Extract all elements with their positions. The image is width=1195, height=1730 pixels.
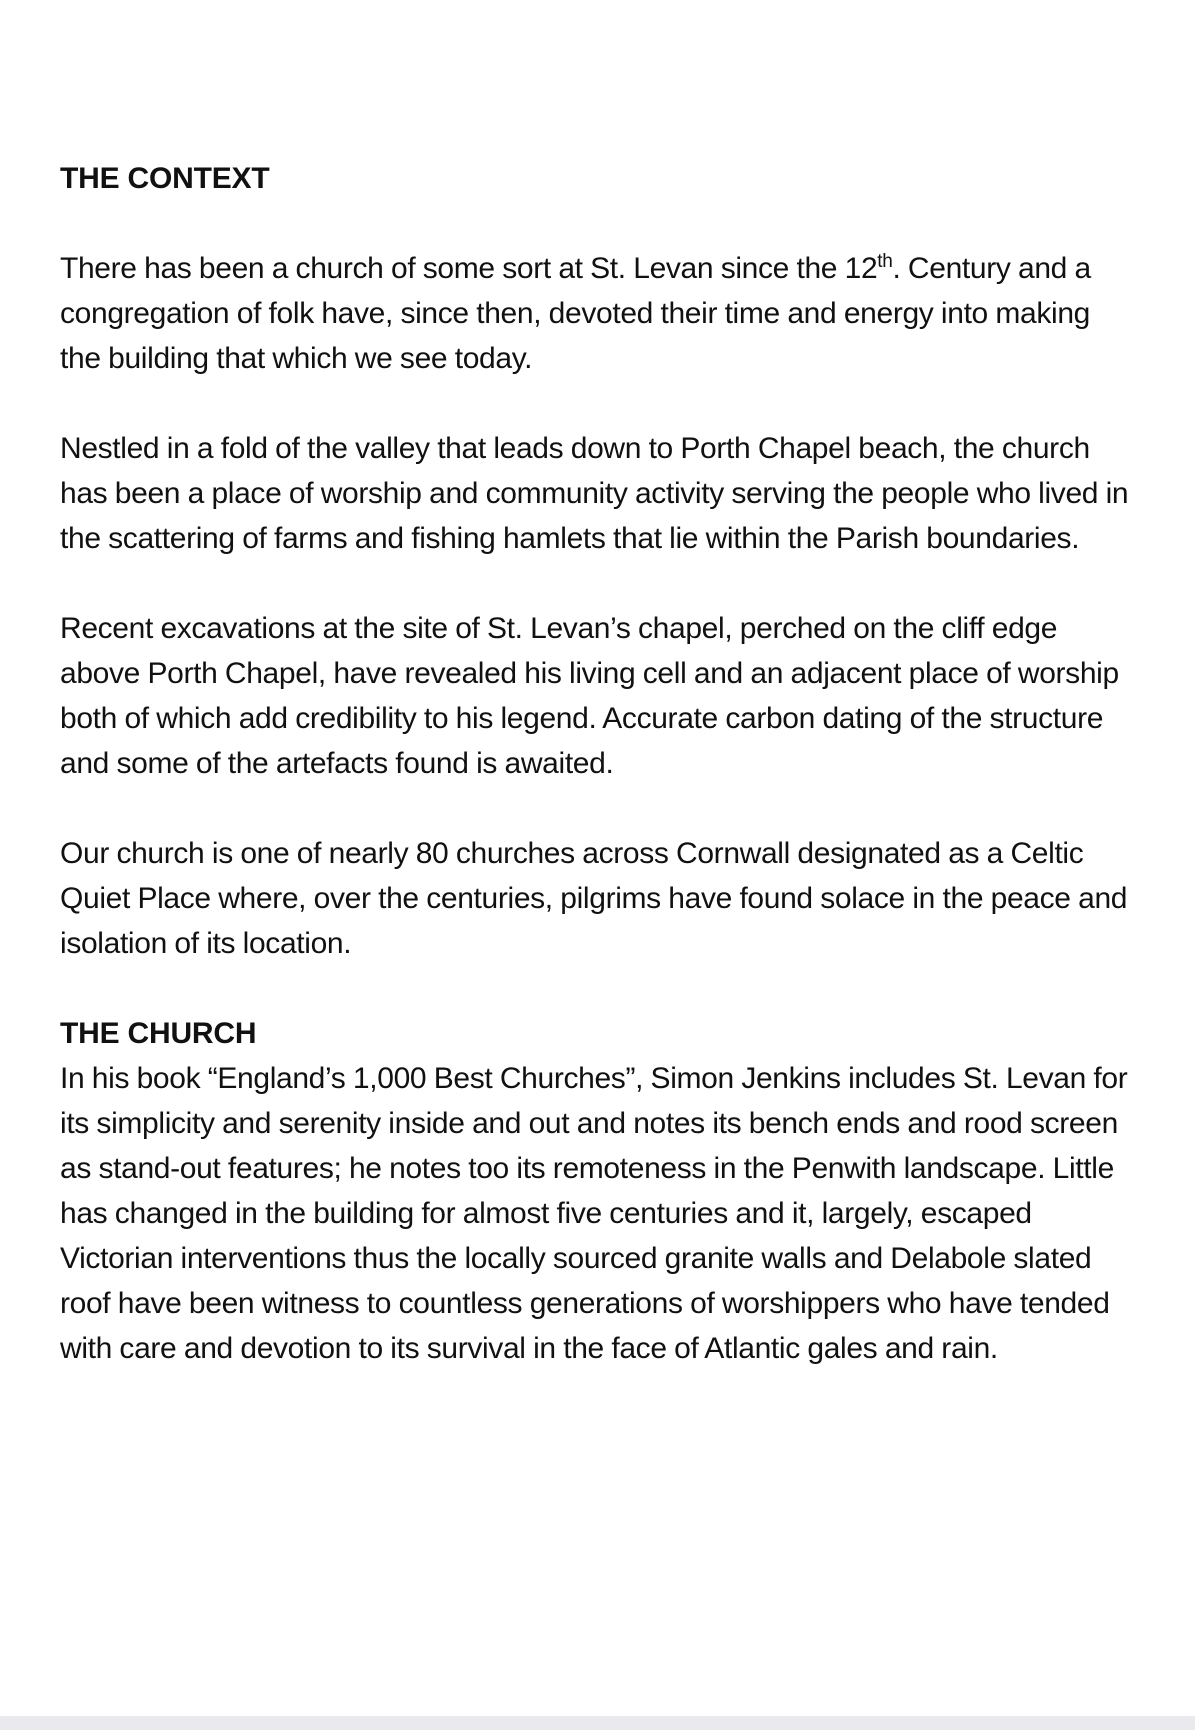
heading-the-church: THE CHURCH [60,1017,257,1050]
heading-the-context: THE CONTEXT [60,162,270,195]
paragraph-spacer [60,561,1135,606]
paragraph-excavations: Recent excavations at the site of St. Levan’s chapel, perched on the cliff edge above Porth Chapel, have revealed his living cell and an adjacent place of worship both of which add credibility to his legend. Accurate carbon dating of the structure and some of the artefacts found is awaited. [60,612,1119,780]
paragraph-history [60,246,1135,381]
paragraph-history-text-end: . Century and a congregation of folk have, since then, devoted their time and energy into making the building that which we see today. [60,252,1091,375]
paragraph-celtic-quiet-place: Our church is one of nearly 80 churches across Cornwall designated as a Celtic Quiet Place where, over the centuries, pilgrims have found solace in the peace and isolation of its location. [60,837,1128,960]
paragraph-church-description: In his book “England’s 1,000 Best Churches”, Simon Jenkins includes St. Levan for its simplicity and serenity inside and out and notes its bench ends and rood screen as stand-out features; he notes too its remoteness in the Penwith landscape. Little has changed in the building for almost five centuries and it, largely, escaped Victorian interventions thus the locally sourced granite walls and Delabole slated roof have been witness to countless generations of worshippers who have tended with care and devotion to its survival in the face of Atlantic gales and rain. [60,1062,1128,1365]
paragraph-history-text-start: There has been a church of some sort at St. Levan since the 12 [60,252,878,285]
paragraph-spacer [60,786,1135,831]
paragraph-spacer [60,381,1135,426]
paragraph-spacer [60,966,1135,1011]
ordinal-suffix: th [877,251,893,272]
paragraph-spacer [60,201,1135,246]
paragraph-location: Nestled in a fold of the valley that leads down to Porth Chapel beach, the church has been a place of worship and community activity serving the people who lived in the scattering of farms and fishing hamlets that lie within the Parish boundaries. [60,432,1129,555]
